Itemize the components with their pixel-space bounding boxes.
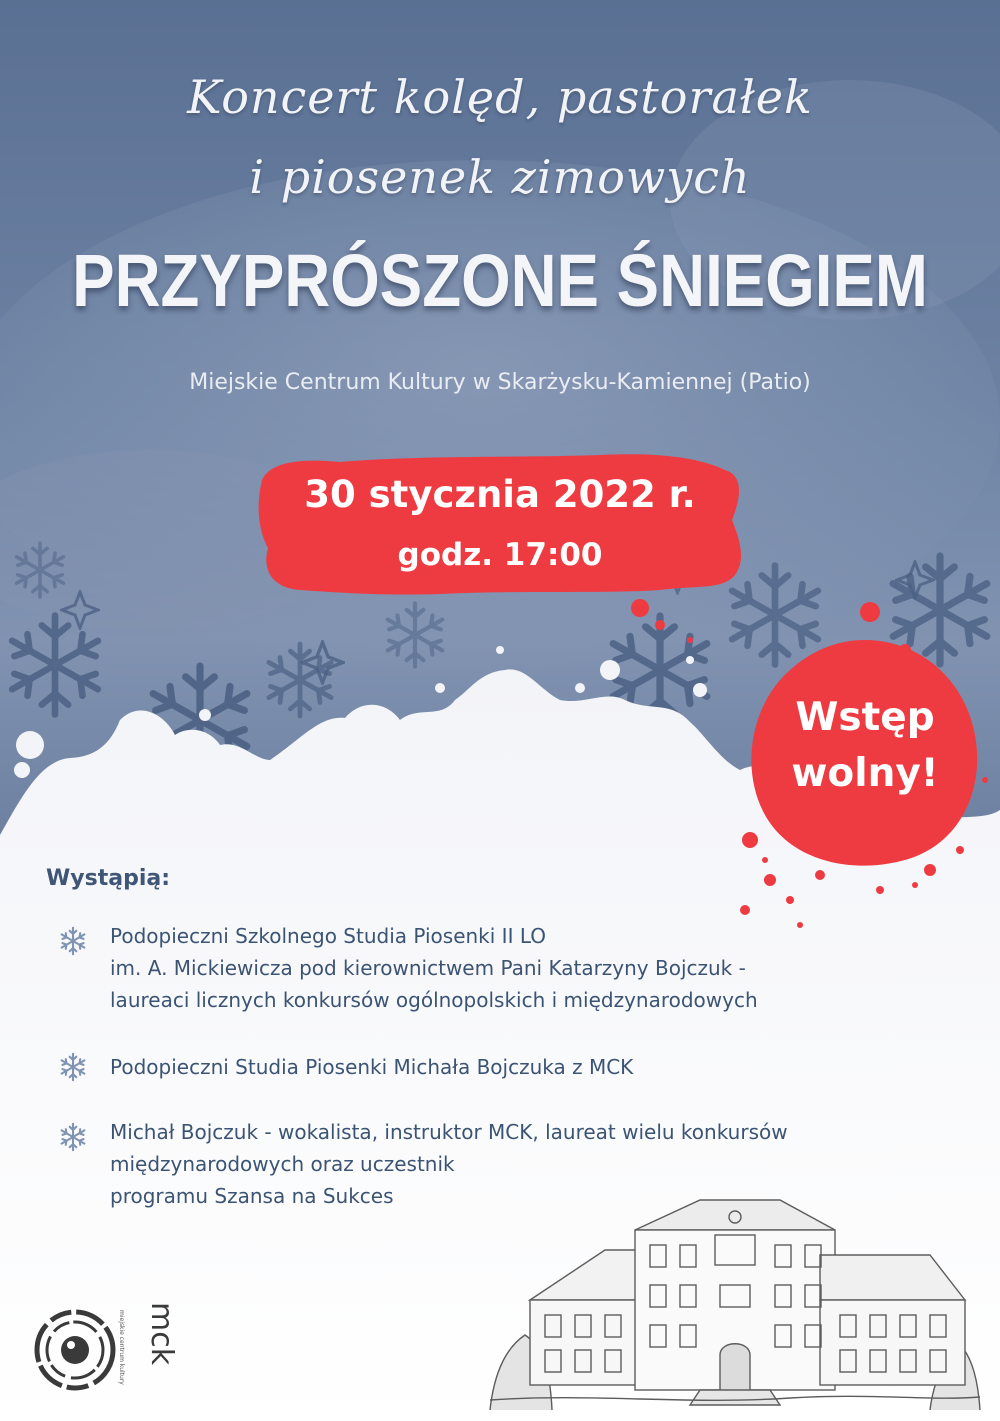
performer-line: Podopieczni Studia Piosenki Michała Bojczuka z MCK (110, 1055, 634, 1079)
subtitle-line-2: i piosenek zimowych (249, 150, 751, 204)
event-time: godz. 17:00 (397, 537, 603, 573)
snowflake-icon (12, 616, 98, 715)
performer-line: programu Szansa na Sukces (110, 1184, 394, 1208)
logo-tagline: miejskie centrum kultury (118, 1310, 125, 1385)
snowflake-icon (58, 926, 88, 956)
performer-line: międzynarodowych oraz uczestnik (110, 1152, 455, 1176)
event-date: 30 stycznia 2022 r. (304, 473, 696, 516)
free-entry-line-1: Wstęp (795, 695, 935, 740)
free-entry-badge (760, 690, 970, 802)
snowflake-icon (58, 1122, 88, 1152)
performer-line: im. A. Mickiewicza pod kierownictwem Pani Katarzyny Bojczuk - (110, 956, 746, 980)
venue-text: Miejskie Centrum Kultury w Skarżysku-Kamiennej (Patio) (189, 370, 811, 395)
performer-item (110, 1051, 970, 1083)
performer-item (110, 920, 970, 1016)
free-entry-line-2: wolny! (791, 751, 939, 796)
logo-letters: mck (144, 1302, 179, 1366)
performer-line: Michał Bojczuk - wokalista, instruktor MCK, laureat wielu konkursów (110, 1120, 788, 1144)
performer-line: laureaci licznych konkursów ogólnopolskich i międzynarodowych (110, 988, 758, 1012)
performers-heading: Wystąpią: (46, 866, 170, 891)
building-sketch (490, 1195, 980, 1410)
snowflake-icon (58, 1052, 88, 1082)
subtitle-line-1: Koncert kolęd, pastorałek (187, 70, 813, 124)
page-title: PRZYPRÓSZONE ŚNIEGIEM (72, 239, 928, 322)
performer-line: Podopieczni Szkolnego Studia Piosenki II LO (110, 924, 546, 948)
mck-logo (30, 1300, 179, 1400)
